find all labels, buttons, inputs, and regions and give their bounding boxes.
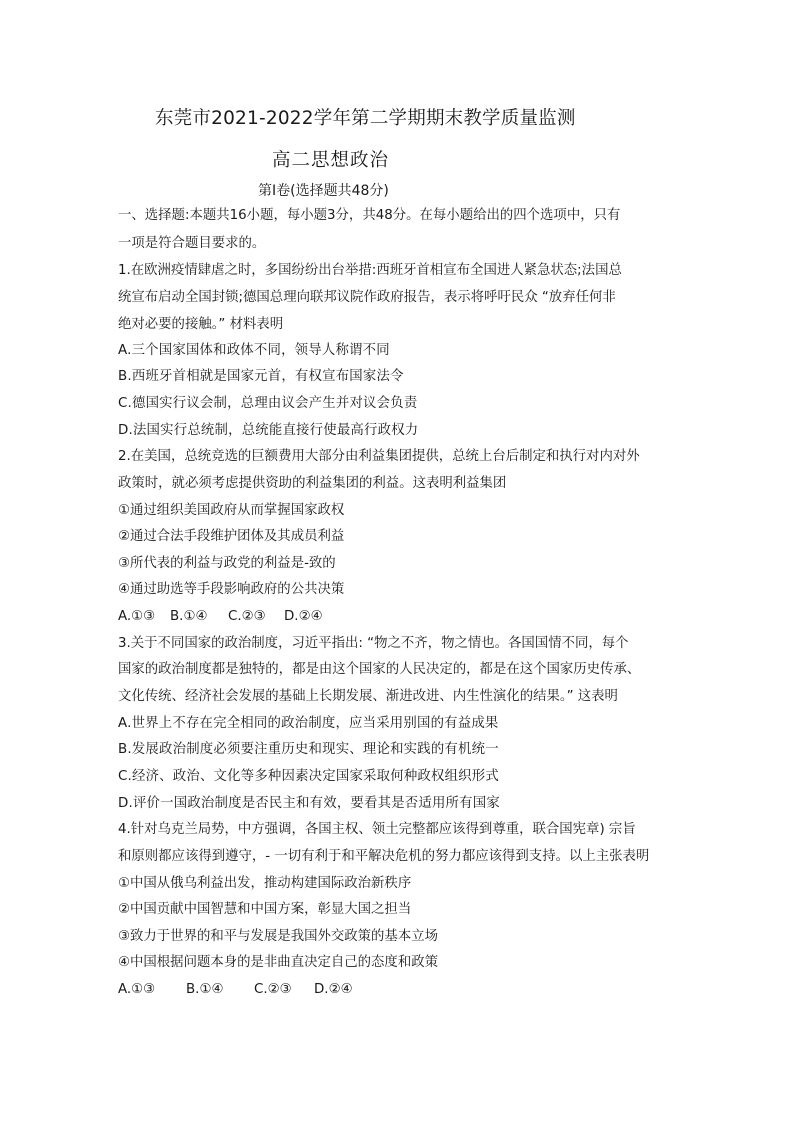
statement-item: ②通过合法手段维护团体及其成员利益 [118, 529, 345, 544]
question-stem-line: 国家的政治制度都是独特的，都是由这个国家的人民决定的，都是在这个国家历史传承、 [118, 662, 641, 677]
answer-option: C.经济、政治、文化等多种因素决定国家采取何种政权组织形式 [118, 769, 499, 784]
subject-title: 高二思想政治 [272, 150, 390, 171]
choice-b: B.①④ [186, 982, 224, 997]
choice-b: B.①④ [170, 609, 208, 624]
question-stem-line: 绝对必要的接触。” 材料表明 [118, 317, 284, 332]
choice-a: A.①③ [118, 982, 156, 997]
question-stem-line: 2.在美国，总统竞选的巨额费用大部分由利益集团提供，总统上台后制定和执行对内对外 [118, 449, 640, 464]
choice-c: C.②③ [228, 609, 266, 624]
question-stem-line: 4.针对乌克兰局势，中方强调，各国主权、领土完整都应该得到尊重，联合国宪章) 宗旨 [118, 822, 636, 837]
answer-option: D.法国实行总统制，总统能直接行使最高行政权力 [118, 423, 419, 438]
answer-option: C.德国实行议会制，总理由议会产生并对议会负责 [118, 396, 418, 411]
question-stem-line: 统宣布启动全国封锁;德国总理向联邦议院作政府报告，表示将呼吁民众 “放弃任何非 [118, 290, 616, 305]
statement-item: ③所代表的利益与政党的利益是-致的 [118, 556, 336, 571]
question-stem-line: 3.关于不同国家的政治制度，习近平指出: “物之不齐，物之情也。各国国情不同，每个 [118, 636, 629, 651]
answer-option: A.三个国家国体和政体不同，领导人称谓不同 [118, 343, 390, 358]
exam-title: 东莞市2021-2022学年第二学期期末教学质量监测 [155, 108, 576, 129]
instructions-line: 一、选择题:本题共16小题，每小题3分，共48分。在每小题给出的四个选项中，只有 [118, 208, 621, 223]
question-stem-line: 政策时，就必须考虑提供资助的利益集团的利益。这表明利益集团 [118, 476, 507, 491]
statement-item: ④中国根据问题本身的是非曲直决定自己的态度和政策 [118, 955, 438, 970]
choice-c: C.②③ [254, 982, 292, 997]
statement-item: ②中国贡献中国智慧和中国方案，彰显大国之担当 [118, 902, 412, 917]
answer-choices [118, 608, 323, 626]
statement-item: ③致力于世界的和平与发展是我国外交政策的基本立场 [118, 929, 438, 944]
instructions-line: 一项是符合题目要求的。 [118, 236, 266, 251]
statement-item: ①中国从俄乌利益出发，推动构建国际政治新秩序 [118, 876, 412, 891]
answer-choices [118, 981, 353, 999]
choice-d: D.②④ [314, 982, 353, 997]
choice-a: A.①③ [118, 609, 156, 624]
statement-item: ④通过助选等手段影响政府的公共决策 [118, 582, 345, 597]
question-stem-line: 1.在欧洲疫情肆虐之时，多国纷纷出台举措:西班牙首相宣布全国进人紧急状态;法国总 [118, 263, 622, 278]
statement-item: ①通过组织美国政府从而掌握国家政权 [118, 503, 345, 518]
answer-option: A.世界上不存在完全相同的政治制度，应当采用别国的有益成果 [118, 716, 499, 731]
question-stem-line: 文化传统、经济社会发展的基础上长期发展、渐进改进、内生性演化的结果。” 这表明 [118, 689, 618, 704]
choice-d: D.②④ [284, 609, 323, 624]
answer-option: D.评价一国政治制度是否民主和有效，要看其是否适用所有国家 [118, 796, 500, 811]
question-stem-line: 和原则都应该得到遵守，- 一切有利于和平解决危机的努力都应该得到支持。以上主张表明 [118, 849, 650, 864]
answer-option: B.西班牙首相就是国家元首，有权宣布国家法令 [118, 369, 404, 384]
answer-option: B.发展政治制度必须要注重历史和现实、理论和实践的有机统一 [118, 742, 499, 757]
section-heading: 第Ⅰ卷(选择题共48分) [258, 183, 389, 199]
